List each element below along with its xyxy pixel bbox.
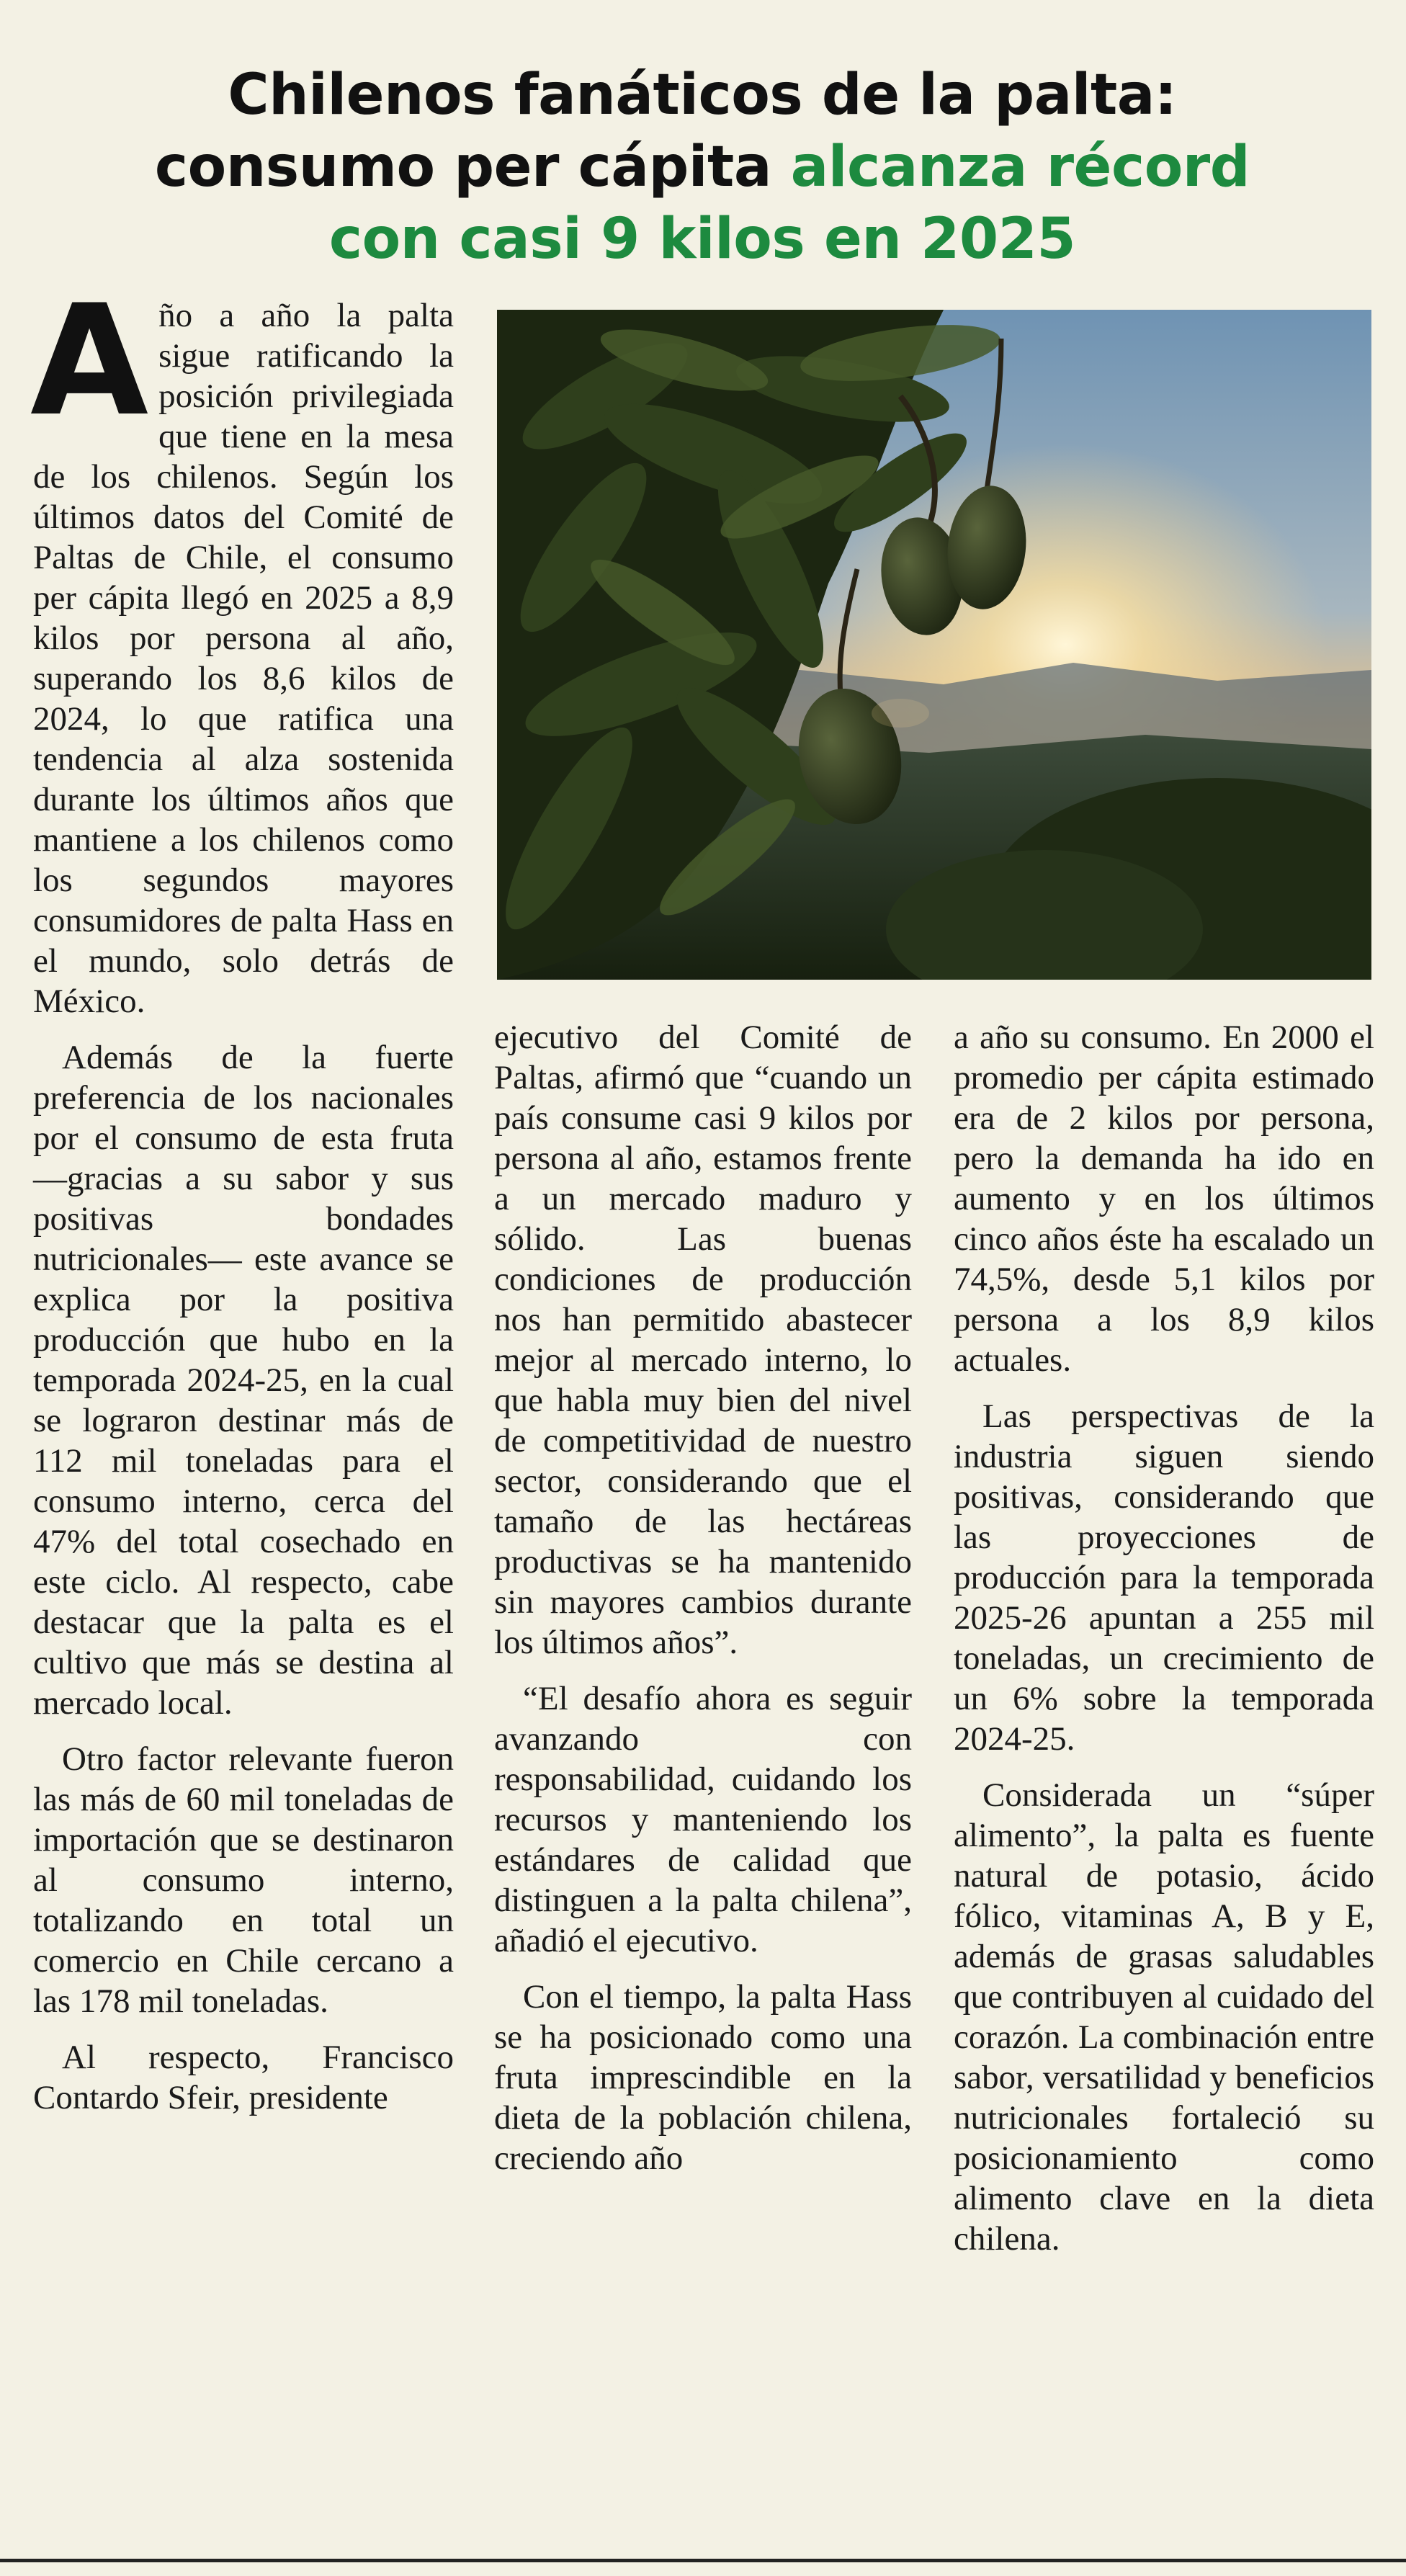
paragraph-8: Considerada un “súper alimento”, la palta es fuente natural de potasio, ácido fólico, vitaminas A, B y E, además de grasas saludables que contribuyen al cuidado del corazón. La combinación entre sabor, versatilidad y beneficios nutricionales fortaleció su posicionamiento como alimento clave en la dieta chilena.: [954, 1776, 1374, 2258]
drop-cap: A: [30, 272, 149, 450]
paragraph-7: Las perspectivas de la industria siguen siendo positivas, considerando que las proyecciones de producción para la temporada 2025-26 apuntan a 255 mil toneladas, un crecimiento de un 6% sobre la temporada 2024-25.: [954, 1397, 1374, 1758]
bottom-rule: [0, 2559, 1406, 2562]
paragraph-5: “El desafío ahora es seguir avanzando con responsabilidad, cuidando los recursos y manteniendo los estándares de calidad que distinguen a la palta chilena”, añadió el ejecutivo.: [494, 1680, 912, 1959]
paragraph-3: Otro factor relevante fueron las más de 60 mil toneladas de importación que se destinaron al consumo interno, totalizando en total un comercio en Chile cercano a las 178 mil toneladas.: [33, 1740, 454, 2020]
column-2: [494, 1017, 912, 2194]
headline-line-2-dark: consumo per cápita: [154, 135, 791, 200]
paragraph-1: [30, 272, 454, 1021]
paragraph-1-text: ño a año la palta sigue ratificando la posición privilegiada que tiene en la mesa de los chilenos. Según los últimos datos del Comité de Paltas de Chile, el consumo per cápita llegó en 2025 a 8,9 kilos por persona al año, superando los 8,6 kilos de 2024, lo que ratifica una tendencia al alza sostenida durante los últimos años que mantiene a los chilenos como los segundos mayores consumidores de palta Hass en el mundo, solo detrás de México.: [33, 297, 454, 1020]
avocado-tree-photo: [497, 310, 1371, 980]
paragraph-4-continued: ejecutivo del Comité de Paltas, afirmó que “cuando un país consume casi 9 kilos por persona al año, estamos frente a un mercado maduro y sólido. Las buenas condiciones de producción nos han permitido abastecer mejor al mercado interno, lo que habla muy bien del nivel de competitividad de nuestro sector, considerando que el tamaño de las hectáreas productivas se ha mantenido sin mayores cambios durante los últimos años”.: [494, 1019, 912, 1661]
avocado-sunset-illustration: [497, 310, 1371, 980]
paragraph-4-start: Al respecto, Francisco Contardo Sfeir, presidente: [33, 2039, 454, 2116]
headline-line-3: con casi 9 kilos en 2025: [328, 207, 1076, 272]
headline-line-2-green: alcanza récord: [790, 135, 1250, 200]
column-3: [954, 1017, 1374, 2275]
headline-line-1: Chilenos fanáticos de la palta:: [228, 63, 1177, 128]
headline: [43, 59, 1361, 275]
paragraph-2: Además de la fuerte preferencia de los nacionales por el consumo de esta fruta —gracias a su sabor y sus positivas bondades nutricionales— este avance se explica por la positiva producción que hubo en la temporada 2024-25, en la cual se lograron destinar más de 112 mil toneladas para el consumo interno, cerca del 47% del total cosechado en este ciclo. Al respecto, cabe destacar que la palta es el cultivo que más se destina al mercado local.: [33, 1039, 454, 1722]
paragraph-6-start: Con el tiempo, la palta Hass se ha posicionado como una fruta imprescindible en la dieta de la población chilena, creciendo año: [494, 1978, 912, 2177]
headline-line-2: [43, 131, 1361, 203]
paragraph-6-continued: a año su consumo. En 2000 el promedio per cápita estimado era de 2 kilos por persona, pero la demanda ha ido en aumento y en los últimos cinco años éste ha escalado un 74,5%, desde 5,1 kilos por persona a los 8,9 kilos actuales.: [954, 1019, 1374, 1379]
column-1: [30, 272, 454, 2134]
